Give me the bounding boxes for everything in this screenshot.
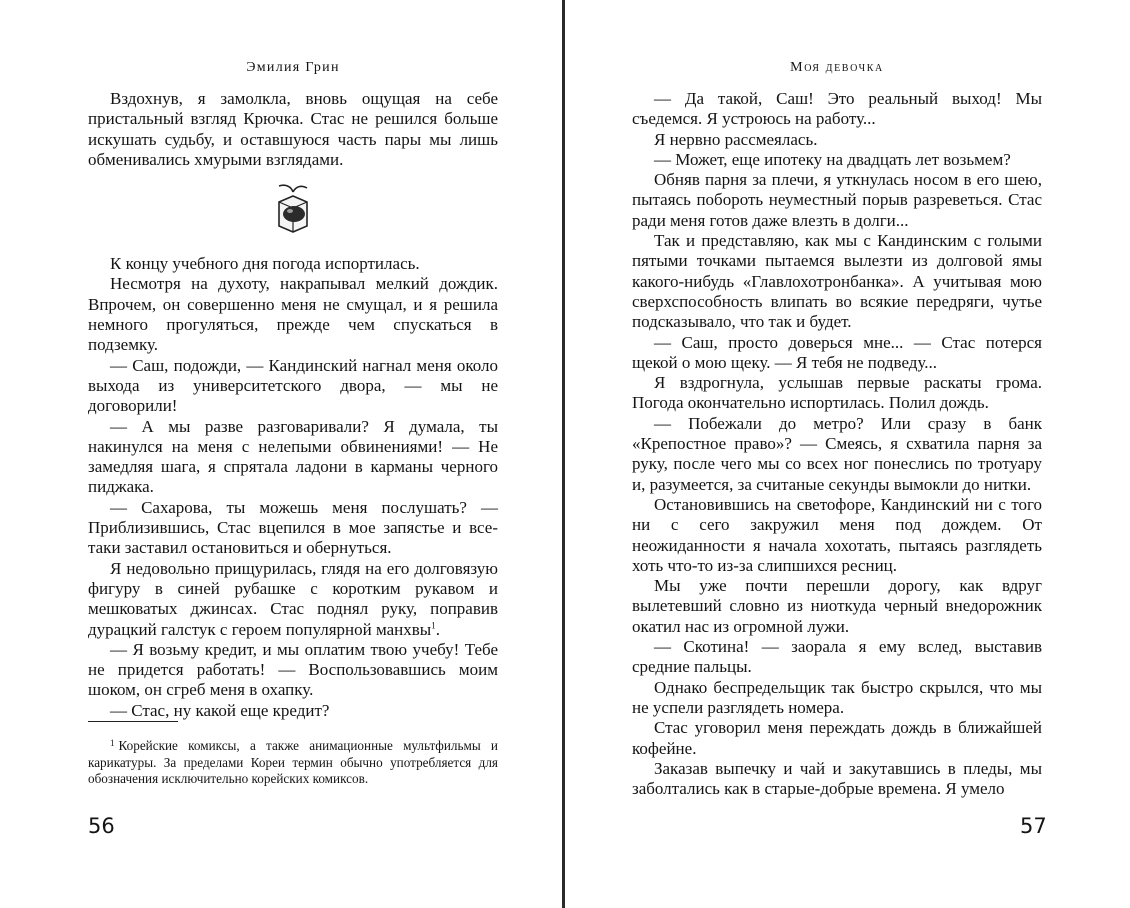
footnote-reference[interactable]: 1 bbox=[431, 619, 436, 630]
left-page-body bbox=[88, 89, 498, 721]
paragraph: — Стас, ну какой еще кредит? bbox=[110, 700, 330, 720]
running-header-author: Эмилия Грин bbox=[246, 60, 340, 75]
paragraph: Остановившись на светофоре, Кандинский ни с того ни с сего закружил меня под дождем. От неожиданности я начала хохотать, пытаясь разглядеть хоть что-то из-за слипшихся ресниц. bbox=[632, 494, 1042, 575]
paragraph: Стас уговорил меня переждать дождь в ближайшей кофейне. bbox=[632, 718, 1042, 758]
paragraph: К концу учебного дня погода испортилась. bbox=[110, 254, 420, 274]
footnote-divider bbox=[88, 721, 178, 722]
paragraph-with-footnote: Я недовольно прищурилась, глядя на его долговязую фигуру в синей рубашке с коротким рукавом и мешковатых джинсах. Стас поднял руку, поправив дурацкий галстук с героем популярной манхвы$^1$. bbox=[88, 558, 498, 639]
paragraph: — Побежали до метро? Или сразу в банк «Крепостное право»? — Смеясь, я схватила парня за руку, после чего мы со всех ног понеслись по тротуару и, разумеется, за считаные секунды вымокли до нитки. bbox=[632, 413, 1042, 494]
running-header-title: Моя девочка bbox=[790, 60, 884, 75]
paragraph: Обняв парня за плечи, я уткнулась носом в его шею, пытаясь побороть неуместный порыв разреветься. Стас ради меня готов даже влезть в долги... bbox=[632, 170, 1042, 230]
paragraph: Я нервно рассмеялась. bbox=[654, 129, 818, 149]
right-page bbox=[566, 0, 1130, 908]
footnote-text: Корейские комиксы, а также анимационные мультфильмы и карикатуры. За пределами Кореи термин обычно употребляется для обозначения исключительно корейских комиксов. bbox=[88, 738, 498, 786]
paragraph: Так и представляю, как мы с Кандинским с голыми пятыми точками пытаемся вылезти из долговой ямы какого-нибудь «Главлохотронбанка». А учитывая мою сверхспособность влипать во всякие передряги, чутье подсказывало, что так и будет. bbox=[632, 231, 1042, 332]
paragraph: — Да такой, Саш! Это реальный выход! Мы съедемся. Я устроюсь на работу... bbox=[632, 89, 1042, 129]
paragraph: Несмотря на духоту, накрапывал мелкий дождик. Впрочем, он совершенно меня не смущал, и я решила немного прогуляться, прежде чем спускаться в подземку. bbox=[88, 274, 498, 355]
footnote-marker: 1 bbox=[110, 738, 115, 748]
paragraph: — Сахарова, ты можешь меня послушать? — Приблизившись, Стас вцепился в мое запястье и все-таки заставил остановиться и обернуться. bbox=[88, 497, 498, 558]
paragraph: Мы уже почти перешли дорогу, как вдруг вылетевший словно из ниоткуда черный внедорожник окатил нас из огромной лужи. bbox=[632, 576, 1042, 636]
paragraph: — Я возьму кредит, и мы оплатим твою учебу! Тебе не придется работать! — Воспользовавшись моим шоком, он сгреб меня в охапку. bbox=[88, 639, 498, 700]
paragraph: Однако беспредельщик так быстро скрылся, что мы не успели разглядеть номера. bbox=[632, 677, 1042, 717]
paragraph: Я вздрогнула, услышав первые раскаты грома. Погода окончательно испортилась. Полил дождь. bbox=[632, 373, 1042, 413]
paragraph: — Саш, подожди, — Кандинский нагнал меня около выхода из университетского двора, — мы не договорили! bbox=[88, 355, 498, 416]
paragraph: — Саш, просто доверься мне... — Стас потерся щекой о мою щеку. — Я тебя не подведу... bbox=[632, 332, 1042, 372]
paragraph: Вздохнув, я замолкла, вновь ощущая на себе пристальный взгляд Крючка. Стас не решился больше искушать судьбу, и оставшуюся часть пары мы лишь обменивались хмурыми взглядами. bbox=[88, 89, 498, 169]
paragraph: — Может, еще ипотеку на двадцать лет возьмем? bbox=[654, 149, 1011, 169]
paragraph: Заказав выпечку и чай и закутавшись в пледы, мы заболтались как в старые-добрые времена. Я умело bbox=[632, 758, 1042, 799]
page-number: 57 bbox=[1020, 814, 1047, 838]
left-page bbox=[0, 0, 560, 908]
right-page-body bbox=[632, 89, 1042, 799]
book-spine-divider bbox=[562, 0, 565, 908]
paragraph-text: Я недовольно прищурилась, глядя на его долговязую фигуру в синей рубашке с коротким рукавом и мешковатых джинсах. Стас поднял руку, поправив дурацкий галстук с героем популярной манхвы bbox=[88, 558, 498, 639]
paragraph: — Скотина! — заорала я ему вслед, выставив средние пальцы. bbox=[632, 637, 1042, 677]
page-number: 56 bbox=[88, 814, 115, 838]
footnote bbox=[88, 735, 498, 788]
paragraph: — А мы разве разговаривали? Я думала, ты накинулся на меня с нелепыми обвинениями! — Не замедляя шага, я спрятала ладони в карманы черного пиджака. bbox=[88, 416, 498, 497]
cube-with-cherry-icon bbox=[88, 182, 498, 240]
